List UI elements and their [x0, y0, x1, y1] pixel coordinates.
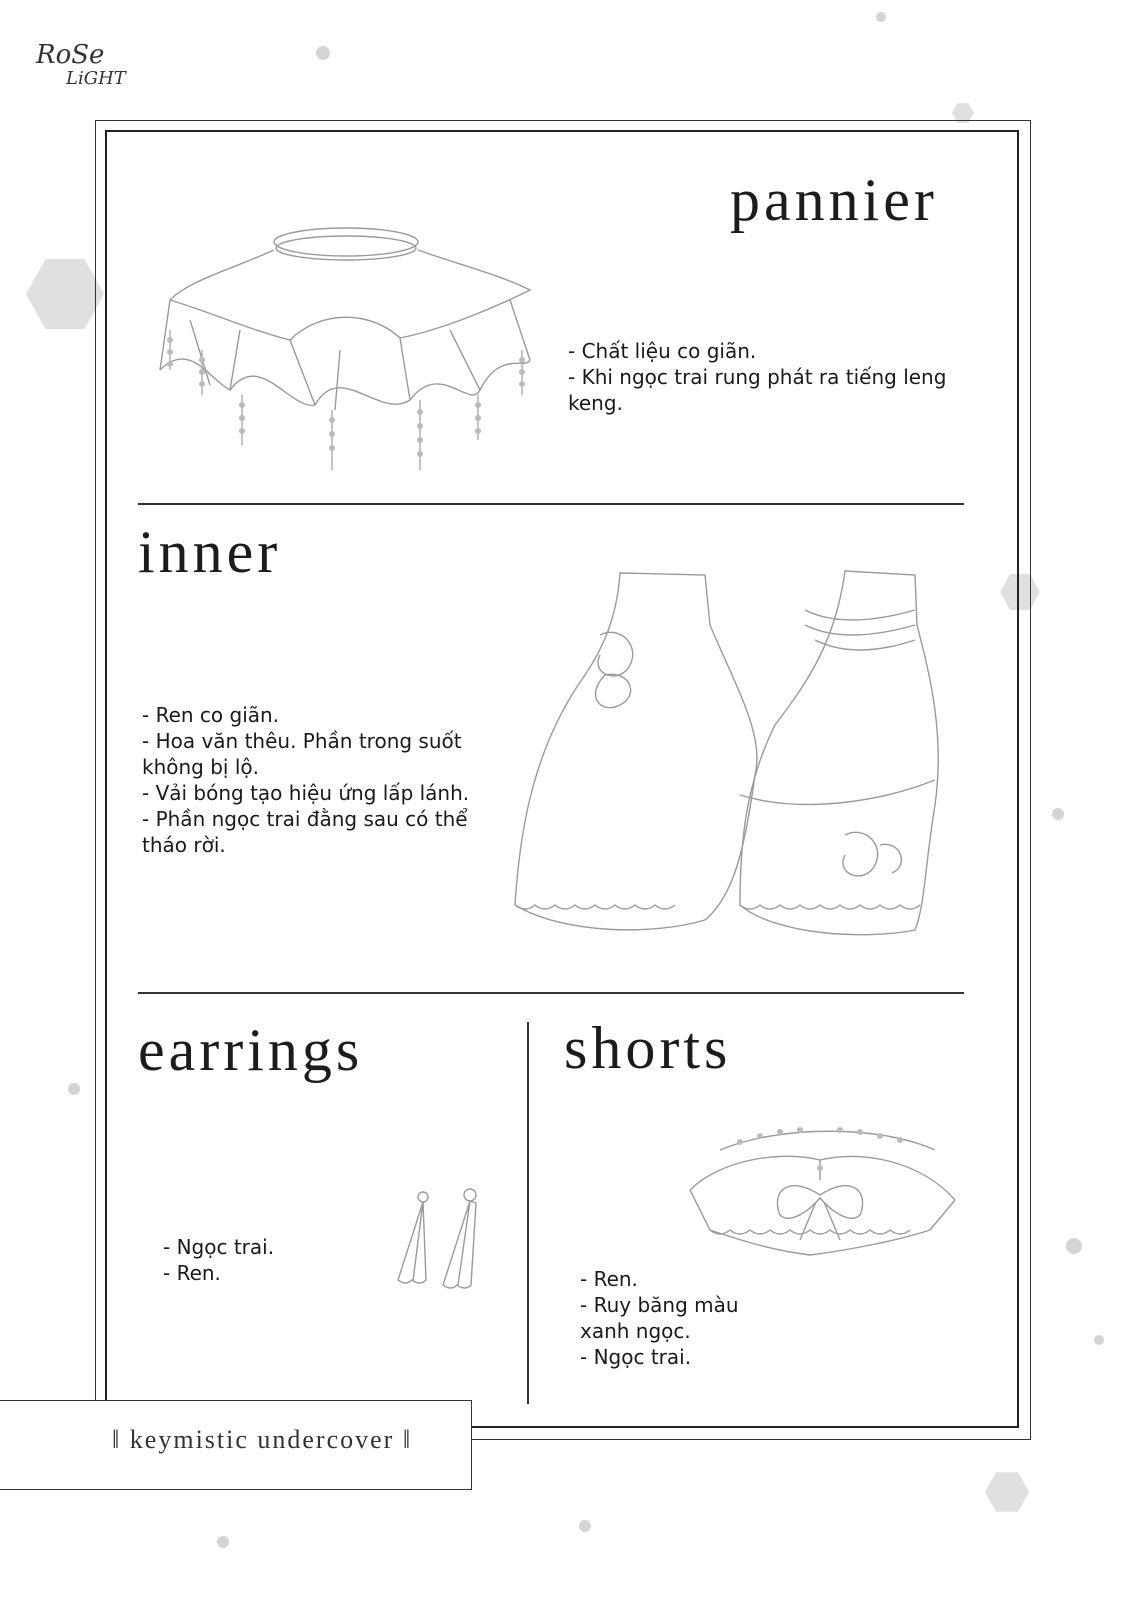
decor-dot — [876, 12, 886, 22]
shorts-sketch — [680, 1120, 960, 1270]
pannier-sketch — [150, 220, 550, 480]
earrings-sketch — [378, 1185, 498, 1295]
earrings-note: - Ren. — [163, 1261, 221, 1285]
inner-note: - Vải bóng tạo hiệu ứng lấp lánh. — [142, 781, 470, 805]
decor-dot — [217, 1536, 229, 1548]
decor-dot — [316, 46, 330, 60]
logo-line-1: RoSe — [36, 40, 105, 70]
section-divider — [138, 992, 964, 994]
inner-note: - Phần ngọc trai đằng sau có thể tháo rời. — [142, 807, 468, 857]
inner-note: - Ren co giãn. — [142, 703, 280, 727]
decor-dot — [68, 1083, 80, 1095]
shorts-note: - Ngọc trai. — [580, 1345, 692, 1369]
decor-hexagon — [26, 255, 104, 333]
inner-title: inner — [138, 519, 282, 585]
decor-dot — [1052, 808, 1064, 820]
inner-note: - Hoa văn thêu. Phần trong suốt không bị lộ. — [142, 729, 462, 779]
earrings-notes — [163, 1234, 363, 1286]
earrings-title: earrings — [138, 1017, 364, 1083]
section-divider — [138, 503, 964, 505]
inner-notes — [142, 702, 482, 858]
decor-dot — [1066, 1238, 1082, 1254]
pannier-notes — [568, 338, 958, 416]
decor-dot — [1094, 1335, 1104, 1345]
inner-sketch — [505, 565, 955, 945]
pannier-note: - Chất liệu co giãn. — [568, 339, 757, 363]
footer-label-box — [0, 1400, 472, 1490]
decor-hexagon — [985, 1470, 1029, 1514]
shorts-title: shorts — [564, 1015, 732, 1081]
shorts-note: - Ruy băng màu xanh ngọc. — [580, 1293, 739, 1343]
column-divider — [527, 1022, 529, 1404]
logo-line-2: LiGHT — [66, 68, 126, 89]
footer-label: ‖ keymistic undercover ‖ — [112, 1425, 413, 1454]
pannier-title: pannier — [730, 167, 938, 233]
shorts-note: - Ren. — [580, 1267, 638, 1291]
pannier-note: - Khi ngọc trai rung phát ra tiếng leng keng. — [568, 365, 947, 415]
shorts-notes — [580, 1266, 780, 1370]
decor-dot — [579, 1520, 591, 1532]
brand-logo — [22, 38, 132, 98]
earrings-note: - Ngọc trai. — [163, 1235, 275, 1259]
